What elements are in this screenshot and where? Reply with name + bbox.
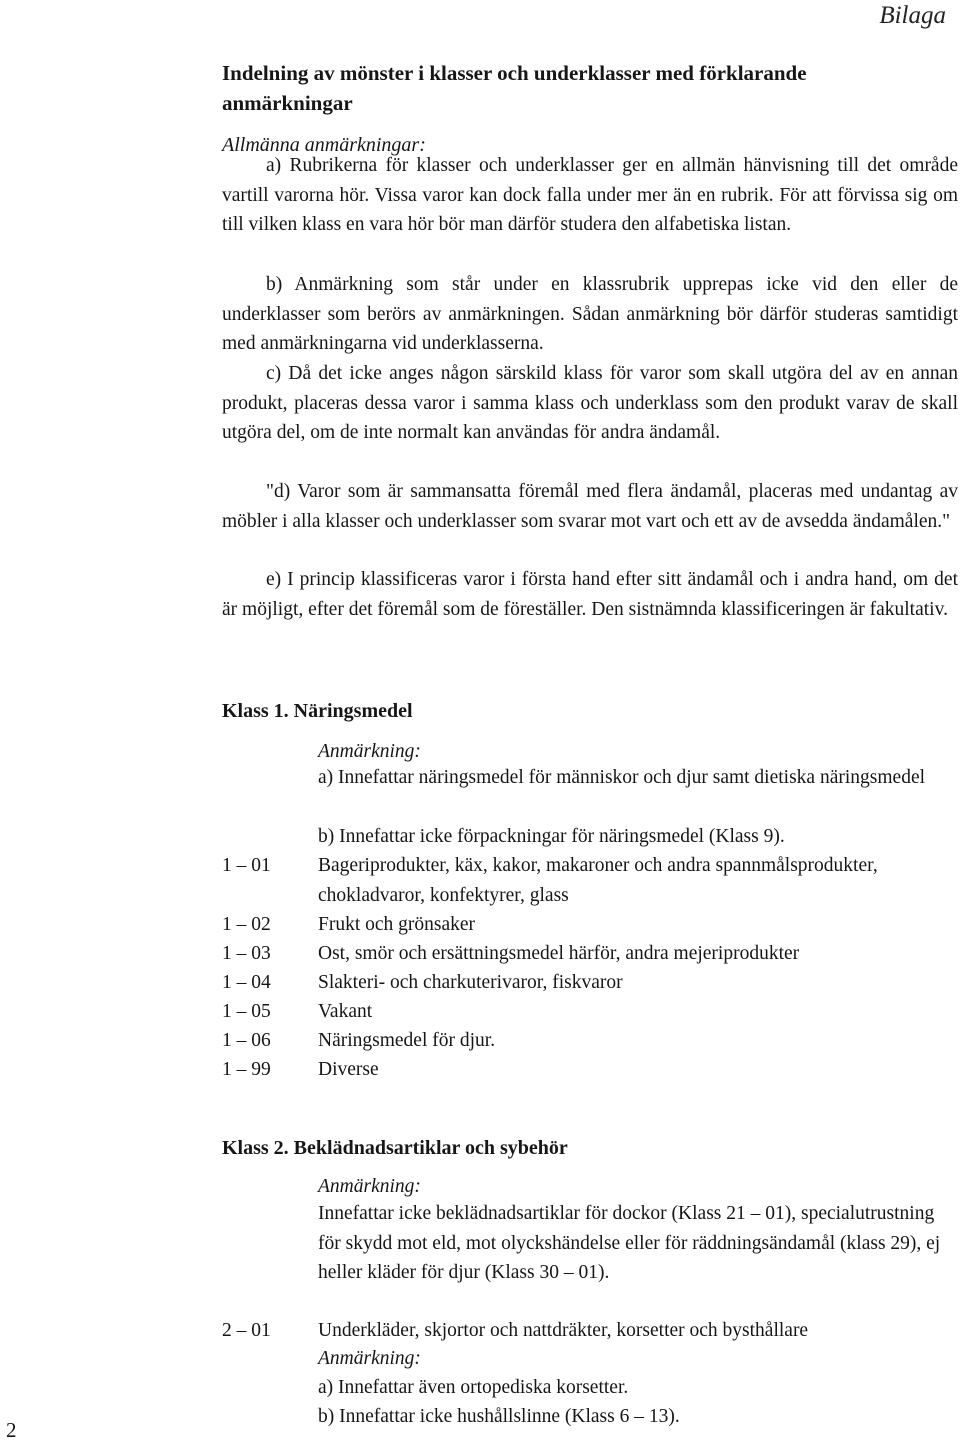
subclass-code: 2 – 01 (222, 1320, 271, 1341)
subclass-code: 1 – 05 (222, 1001, 271, 1022)
subclass-code: 1 – 04 (222, 972, 271, 993)
class-2-note-heading: Anmärkning: (318, 1176, 421, 1197)
general-note-e-text: e) I princip klassificeras varor i första hand efter sitt ändamål och i andra hand, om det är möjligt, efter det föremål som de föreställer. Den sistnämnda klassificeringen är fakultativ. (222, 569, 958, 620)
subclass-code: 1 – 03 (222, 943, 271, 964)
subclass-desc: Näringsmedel för djur. (318, 1030, 496, 1051)
subclass-desc: Underkläder, skjortor och nattdräkter, korsetter och bysthållare (318, 1320, 809, 1341)
class-1-note-a: a) Innefattar näringsmedel för människor och djur samt dietiska näringsmedel (318, 767, 926, 788)
general-note-b-text: b) Anmärkning som står under en klassrubrik upprepas icke vid den eller de underklasser som berörs av anmärkningen. Sådan anmärkning bör därför studeras samtidigt med anmärkningarna vid underklasserna. (222, 274, 958, 355)
class-1-note-heading: Anmärkning: (318, 741, 421, 762)
subclass-desc: Bageriprodukter, käx, kakor, makaroner och andra spannmålsprodukter, chokladvaror, konfektyrer, glass (318, 855, 878, 906)
subclass-desc: Slakteri- och charkuterivaror, fiskvaror (318, 972, 623, 993)
subclass-code: 1 – 01 (222, 855, 271, 876)
class-1-note-b: b) Innefattar icke förpackningar för näringsmedel (Klass 9). (318, 826, 785, 847)
class-2-heading: Klass 2. Beklädnadsartiklar och sybehör (222, 1137, 568, 1159)
subclass-2-01-note-b: b) Innefattar icke hushållslinne (Klass 6 – 13). (318, 1406, 680, 1427)
subclass-desc: Ost, smör och ersättningsmedel härför, andra mejeriprodukter (318, 943, 800, 964)
general-notes-heading: Allmänna anmärkningar: (222, 134, 426, 156)
page-number: 2 (6, 1418, 17, 1442)
general-note-c (222, 359, 958, 448)
general-note-a (222, 151, 958, 240)
document-title: Indelning av mönster i klasser och underklasser med förklarande anmärkningar (222, 61, 807, 115)
class-2-note-text: Innefattar icke beklädnadsartiklar för dockor (Klass 21 – 01), specialutrustning för skydd mot eld, mot olyckshändelse eller för räddningsändamål (klass 29), ej heller kläder för djur (Klass 30 – 01). (318, 1203, 941, 1284)
general-note-c-text: c) Då det icke anges någon särskild klass för varor som skall utgöra del av en annan produkt, placeras dessa varor i samma klass och underklass som den produkt varav de skall utgöra del, om de inte normalt kan användas för andra ändamål. (222, 363, 958, 444)
subclass-code: 1 – 06 (222, 1030, 271, 1051)
class-1-heading: Klass 1. Näringsmedel (222, 700, 413, 722)
appendix-label: Bilaga (879, 2, 946, 29)
general-note-b (222, 270, 958, 359)
subclass-2-01-note-heading: Anmärkning: (318, 1348, 421, 1369)
subclass-desc: Frukt och grönsaker (318, 914, 476, 935)
subclass-2-01-note-a: a) Innefattar även ortopediska korsetter. (318, 1377, 629, 1398)
general-note-d (222, 477, 958, 536)
general-note-e (222, 565, 958, 624)
general-note-d-text: "d) Varor som är sammansatta föremål med flera ändamål, placeras med undantag av möbler i alla klasser och underklasser som svarar mot vart och ett av de avsedda ändamålen." (222, 481, 958, 532)
subclass-desc: Diverse (318, 1059, 379, 1080)
subclass-desc: Vakant (318, 1001, 373, 1022)
subclass-code: 1 – 99 (222, 1059, 271, 1080)
general-note-a-text: a) Rubrikerna för klasser och underklasser ger en allmän hänvisning till det område vartill varorna hör. Vissa varor kan dock falla under mer än en rubrik. För att förvissa sig om till vilken klass en vara hör bör man därför studera den alfabetiska listan. (222, 155, 958, 236)
subclass-code: 1 – 02 (222, 914, 271, 935)
